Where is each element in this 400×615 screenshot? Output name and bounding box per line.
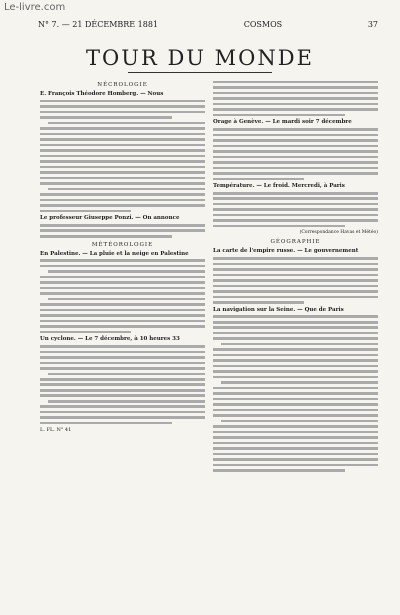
text-line [213,197,378,200]
text-line [40,383,205,386]
text-line [40,166,205,169]
text-line [213,326,378,329]
text-line [213,409,378,412]
source-note: (Correspondance Havas et Météo) [299,230,378,236]
article-heading-geneve: Orage à Genève. — Le mardi soir 7 décembre [213,119,352,126]
article-heading-temperature: Température. — Le froid. Mercredi, à Paris [213,183,345,190]
text-line [213,134,378,137]
text-line [213,453,378,456]
text-line [213,365,378,368]
text-line [40,138,205,141]
text-line [213,156,378,159]
text-line [213,192,378,195]
text-line [213,128,378,131]
text-line [40,155,205,158]
text-line [40,111,205,114]
text-line [40,182,205,185]
title-rule [128,72,272,73]
text-line [213,97,378,100]
text-line [213,178,304,181]
article-heading-homberg: E. François Théodore Homberg. — Nous [40,91,164,97]
issue-date: N° 7. — 21 DÉCEMBRE 1881 [38,20,159,29]
text-line [213,414,378,417]
text-line [40,100,205,103]
page-number: 37 [367,20,378,29]
text-line [40,105,205,108]
text-line [213,332,378,335]
text-line [40,265,205,268]
text-line [40,389,205,392]
text-line [213,458,378,461]
page-title: TOUR DU MONDE [86,46,314,70]
text-line [213,214,378,217]
text-line [48,122,205,125]
text-line [213,431,378,434]
text-line [40,422,172,425]
text-line [40,367,205,370]
right-column [213,78,378,608]
text-line [213,86,378,89]
text-line [40,281,205,284]
text-line [213,301,304,304]
section-heading-necrologie: NÉCROLOGIE [97,82,148,88]
text-line [40,235,172,238]
text-line [213,257,378,260]
text-line [40,199,205,202]
text-line [213,376,378,379]
text-line [213,279,378,282]
text-line [213,161,378,164]
text-line [40,378,205,381]
text-line [213,139,378,142]
text-line [213,370,378,373]
text-line [40,193,205,196]
text-line [221,381,378,384]
text-line [213,219,378,222]
text-line [213,436,378,439]
text-line [213,285,378,288]
text-line [40,259,205,262]
text-line [40,314,205,317]
footer-mark: L. FL. N° 41 [40,427,72,434]
text-line [40,394,205,397]
text-line [213,469,345,472]
article-heading-carte: La carte de l'empire russe. — Le gouvernement [213,248,359,255]
text-line [40,177,205,180]
text-line [40,210,131,213]
text-line [48,400,205,403]
text-line [48,270,205,273]
text-line [48,373,205,376]
text-line [40,224,205,227]
running-header [38,20,378,29]
text-line [213,81,378,84]
text-line [40,204,205,207]
text-line [221,420,378,423]
text-line [213,398,378,401]
text-line [40,292,205,295]
text-line [40,362,205,365]
text-line [213,315,378,318]
journal-name: COSMOS [243,20,283,29]
article-heading-palestine: En Palestine. — La pluie et la neige en Palestine [40,250,189,257]
text-line [40,356,205,359]
text-line [213,92,378,95]
text-line [213,447,378,450]
text-line [213,150,378,153]
text-line [48,298,205,301]
text-line [213,167,378,170]
article-heading-cyclone: Un cyclone. — Le 7 décembre, à 10 heures 33 [40,336,180,343]
text-line [213,203,378,206]
text-line [40,345,205,348]
text-line [40,325,205,328]
text-line [213,403,378,406]
watermark: Le-livre.com [4,2,66,13]
text-line [40,160,205,163]
text-line [213,321,378,324]
text-line [213,208,378,211]
text-line [213,425,378,428]
text-line [213,337,378,340]
text-line [213,172,378,175]
text-line [40,309,205,312]
section-heading-meteorologie: MÉTÉOROLOGIE [91,241,154,248]
text-line [48,188,205,191]
text-line [213,114,345,117]
text-line [40,144,205,147]
text-line [213,108,378,111]
article-heading-ponzi: Le professeur Giuseppe Ponzi. — On annonce [40,215,180,222]
text-line [213,145,378,148]
text-line [40,116,172,119]
section-heading-geographie: GÉOGRAPHIE [270,239,321,246]
text-line [213,296,378,299]
text-line [40,320,205,323]
text-line [40,416,205,419]
text-line [213,274,378,277]
text-line [213,359,378,362]
text-line [40,229,205,232]
article-heading-seine: La navigation sur la Seine. — Que de Paris [213,306,344,313]
text-line [40,405,205,408]
text-line [40,287,205,290]
text-line [213,268,378,271]
text-line [40,331,131,334]
text-line [213,348,378,351]
text-line [40,303,205,306]
text-line [213,290,378,293]
text-line [213,225,345,228]
left-column [40,78,205,608]
text-line [213,392,378,395]
text-line [221,343,378,346]
text-line [213,354,378,357]
text-line [213,387,378,390]
text-line [40,351,205,354]
text-line [213,442,378,445]
text-line [40,133,205,136]
text-line [213,263,378,266]
text-line [40,127,205,130]
text-line [40,276,205,279]
text-line [213,464,378,467]
text-line [40,149,205,152]
text-line [40,171,205,174]
text-line [40,411,205,414]
text-line [213,103,378,106]
